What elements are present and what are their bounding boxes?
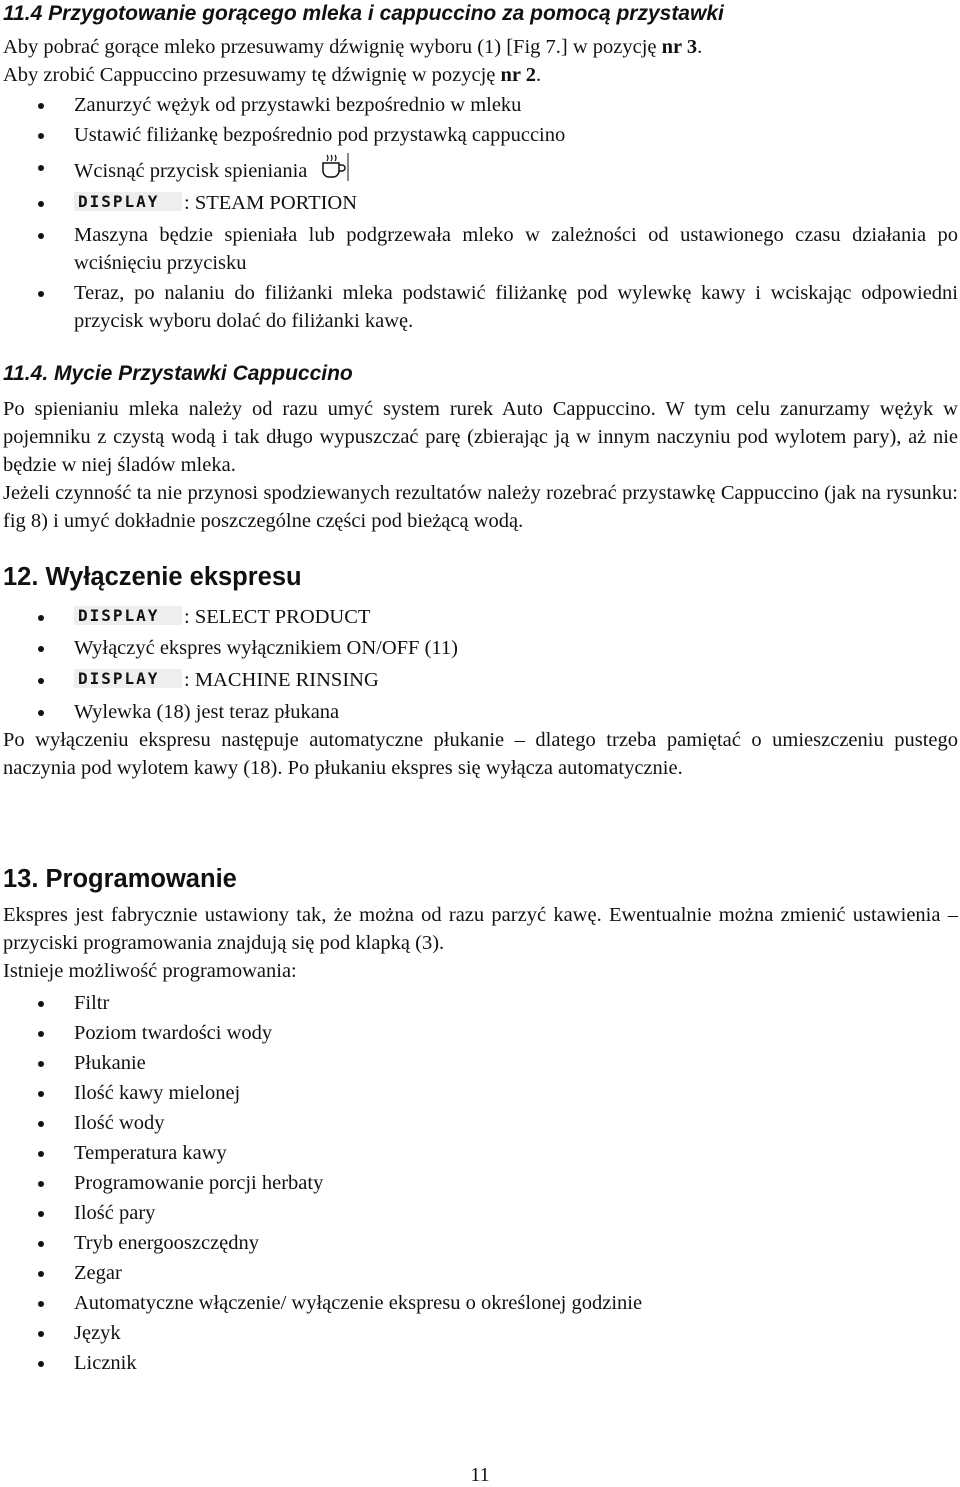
paragraph-washing-2: Jeżeli czynność ta nie przynosi spodziewanych rezultatów należy rozebrać przystawkę Cappuccino (jak na rysunku: fig 8) i umyć dokładnie poszczególne części pod bieżącą wodą. (3, 482, 958, 532)
svg-text:DISPLAY: DISPLAY (78, 192, 160, 211)
display-icon (74, 669, 182, 688)
page-number: 11 (470, 1464, 490, 1486)
list-item: Programowanie porcji herbaty (0, 1169, 958, 1199)
list-item: Wylewka (18) jest teraz płukana (0, 698, 958, 728)
list-item: Tryb energooszczędny (0, 1229, 958, 1259)
paragraph-programming-2: Istnieje możliwość programowania: (3, 960, 297, 982)
list-item: Płukanie (0, 1049, 958, 1079)
list-item: Zegar (0, 1259, 958, 1289)
cup-steam-icon (319, 153, 351, 191)
list-item: DISPLAY : SELECT PRODUCT (0, 603, 958, 634)
paragraph-hot-milk (3, 33, 958, 61)
paragraph-text: . (697, 36, 703, 58)
list-item: DISPLAY : STEAM PORTION (0, 189, 958, 221)
list-item: Poziom twardości wody (0, 1019, 958, 1049)
list-item: Wyłączyć ekspres wyłącznikiem ON/OFF (11) (0, 634, 958, 666)
paragraph-rinsing: Po wyłączeniu ekspresu następuje automatyczne płukanie – dlatego trzeba pamiętać o umieszczeniu pustego naczynia pod wylotem kawy (18). Po płukaniu ekspres się wyłącza automatycznie. (3, 729, 958, 779)
section-title-13: 13. Programowanie (3, 865, 237, 893)
svg-text:DISPLAY: DISPLAY (78, 606, 160, 625)
list-item: Teraz, po nalaniu do filiżanki mleka podstawić filiżankę pod wylewkę kawy i wciskając odpowiedni przycisk wyboru dolać do filiżanki kawę. (0, 279, 958, 335)
list-item: Ilość wody (0, 1109, 958, 1139)
paragraph-text: . (536, 64, 542, 86)
list-item: Ilość pary (0, 1199, 958, 1229)
list-item: Maszyna będzie spieniała lub podgrzewała mleko w zależności od ustawionego czasu działania po wciśnięciu przycisku (0, 221, 958, 279)
paragraph-programming-1: Ekspres jest fabrycznie ustawiony tak, że można od razu parzyć kawę. Ewentualnie można zmienić ustawienia – przyciski programowania znajdują się pod klapką (3). (3, 904, 958, 954)
list-item: Automatyczne włączenie/ wyłączenie ekspresu o określonej godzinie (0, 1289, 958, 1319)
list-item: DISPLAY : MACHINE RINSING (0, 666, 958, 698)
list-item: Ilość kawy mielonej (0, 1079, 958, 1109)
paragraph-cappuccino (3, 61, 958, 89)
position-bold: nr 3 (661, 36, 698, 58)
section-title-12: 12. Wyłączenie ekspresu (3, 563, 302, 591)
programming-options-list (0, 989, 958, 1379)
list-item: Wcisnąć przycisk spieniania (0, 153, 958, 189)
list-item: Licznik (0, 1349, 958, 1379)
bullet-list-11-4 (0, 91, 958, 335)
paragraph-text: Aby zrobić Cappuccino przesuwamy tę dźwignię w pozycję (3, 64, 501, 86)
bullet-list-12 (0, 603, 958, 728)
section-title-11-4: 11.4 Przygotowanie gorącego mleka i cappuccino za pomocą przystawki (3, 2, 724, 25)
list-item: Zanurzyć wężyk od przystawki bezpośrednio w mleku (0, 91, 958, 121)
position-bold: nr 2 (500, 64, 537, 86)
display-icon (74, 192, 182, 211)
paragraph-washing-1: Po spienianiu mleka należy od razu umyć system rurek Auto Cappuccino. W tym celu zanurzamy wężyk w pojemniku z czystą wodą i tak długo wypuszczać parę (zbierając ją w innym naczyniu pod wylotem pary), aż nie będzie w niej śladów mleka. (3, 398, 958, 476)
list-item: Filtr (0, 989, 958, 1019)
section-title-washing: 11.4. Mycie Przystawki Cappuccino (3, 362, 353, 385)
list-item: Ustawić filiżankę bezpośrednio pod przystawką cappuccino (0, 121, 958, 153)
display-icon (74, 606, 182, 625)
svg-text:DISPLAY: DISPLAY (78, 669, 160, 688)
paragraph-text: Aby pobrać gorące mleko przesuwamy dźwignię wyboru (1) [Fig 7.] w pozycję (3, 36, 662, 58)
list-item: Temperatura kawy (0, 1139, 958, 1169)
list-item: Język (0, 1319, 958, 1349)
